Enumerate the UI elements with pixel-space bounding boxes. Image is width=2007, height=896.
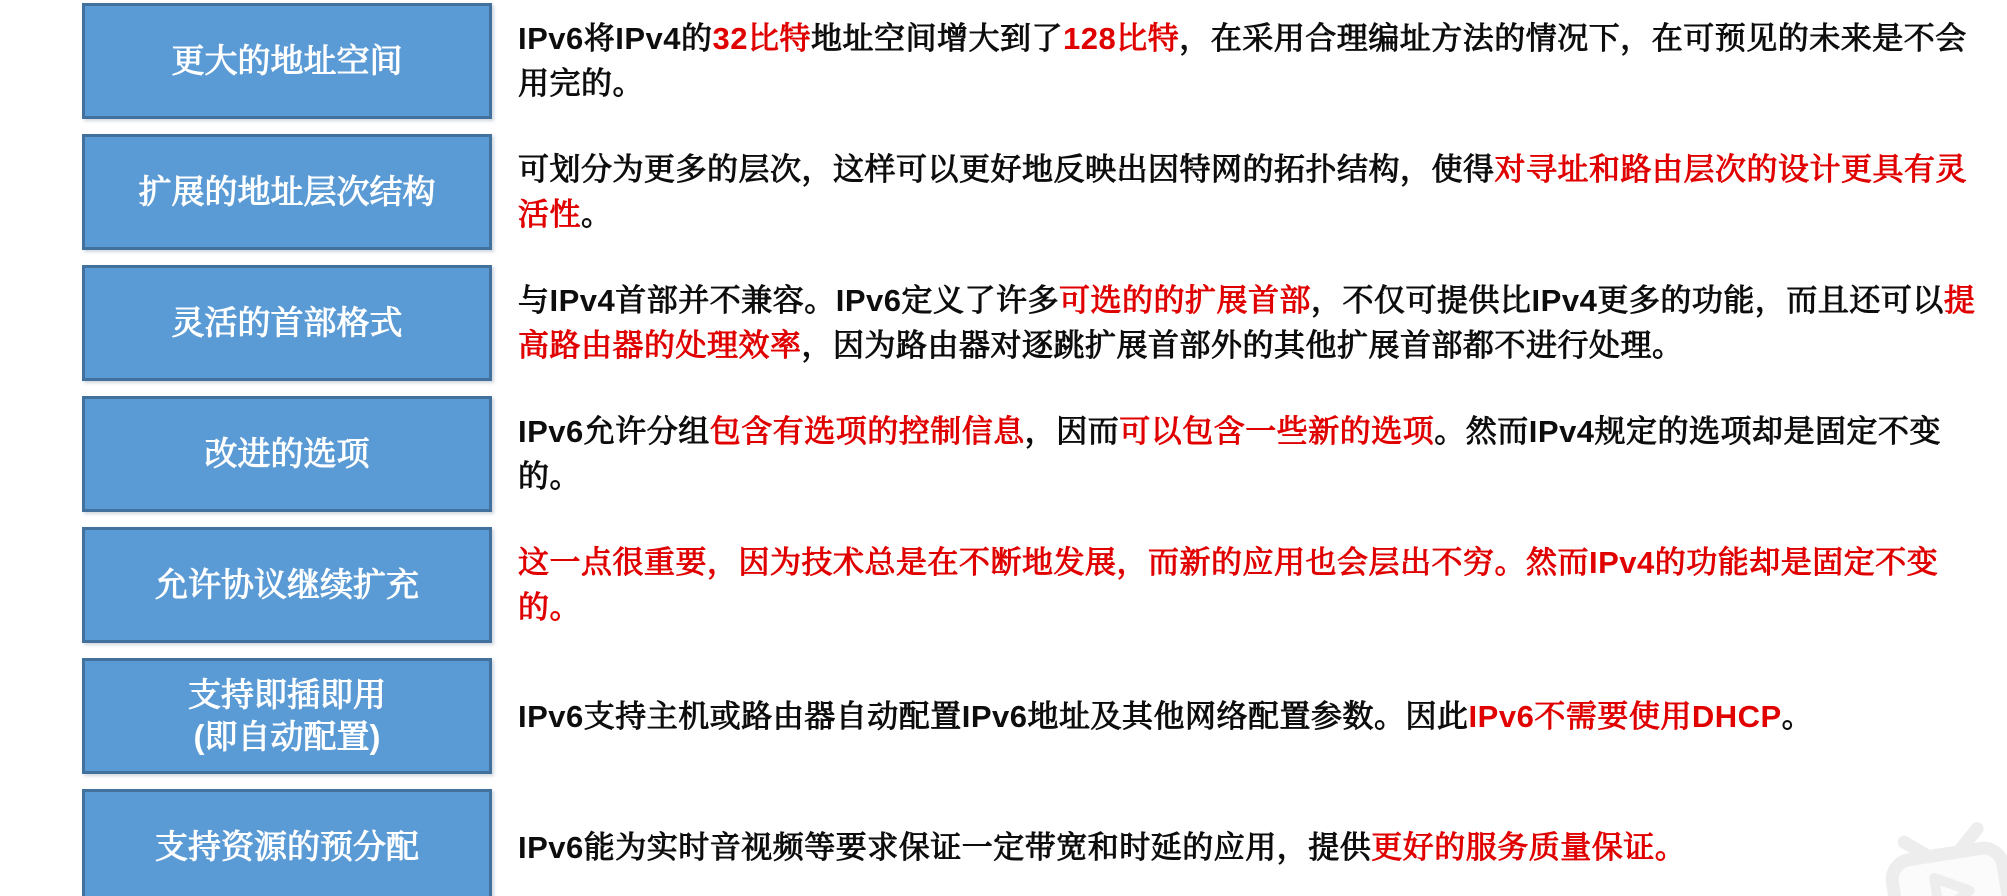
text-segment: 。: [581, 197, 613, 232]
feature-label-line: 改进的选项: [204, 434, 370, 472]
feature-label-box: [82, 3, 492, 119]
feature-label-line: (即自动配置): [193, 718, 381, 755]
highlighted-text-segment: 更好的服务质量保证。: [1371, 829, 1687, 865]
highlighted-text-segment: 128比特: [1063, 21, 1180, 56]
text-segment: ，因为路由器对逐跳扩展首部外的其他扩展首部都不进行处理。: [801, 328, 1684, 363]
feature-label-box: [82, 396, 492, 512]
feature-label-box: [82, 527, 492, 643]
feature-row: [82, 265, 2007, 381]
highlighted-text-segment: 可选的的扩展首部: [1059, 283, 1312, 318]
highlighted-text-segment: 包含有选项的控制信息: [709, 414, 1025, 449]
highlighted-text-segment: IPv6不需要使用DHCP: [1468, 698, 1782, 734]
text-segment: IPv6能为实时音视频等要求保证一定带宽和时延的应用，提供: [518, 829, 1372, 865]
feature-label-line: 更大的地址空间: [171, 41, 403, 79]
text-segment: ，不仅可提供比IPv4更多的功能，而且还可以: [1311, 283, 1944, 318]
feature-description: [518, 694, 1998, 739]
feature-row: [82, 789, 2007, 896]
text-segment: 。: [1781, 698, 1814, 734]
feature-row: [82, 658, 2007, 774]
text-segment: 与IPv4首部并不兼容。IPv6定义了许多: [518, 283, 1060, 318]
text-segment: IPv6允许分组: [518, 414, 710, 449]
feature-row: [82, 134, 2007, 250]
text-segment: 。然而IPv4规定的选项却是固定不变的。: [518, 414, 1942, 494]
feature-label-box: [82, 265, 492, 381]
highlighted-text-segment: 32比特: [712, 21, 812, 56]
highlighted-text-segment: 可以包含一些新的选项: [1119, 414, 1435, 449]
feature-label-line: 支持资源的预分配: [155, 827, 419, 865]
feature-description: [518, 16, 1998, 106]
feature-label-line: 允许协议继续扩充: [155, 565, 419, 603]
text-segment: 地址空间增大到了: [811, 21, 1064, 56]
feature-label-line: 扩展的地址层次结构: [138, 172, 436, 210]
highlighted-text-segment: 对寻址和路由层次的设计更具有灵活性: [518, 152, 1967, 232]
feature-description: [518, 540, 1998, 630]
feature-row: [82, 396, 2007, 512]
text-segment: ，因而: [1024, 414, 1120, 449]
feature-description: [518, 278, 1998, 368]
feature-label-box: [82, 789, 492, 896]
text-segment: IPv6将IPv4的: [518, 21, 713, 56]
highlighted-text-segment: 这一点很重要，因为技术总是在不断地发展，而新的应用也会层出不穷。然而IPv4的功能却是固定不变的。: [518, 545, 1939, 625]
text-segment: 可划分为更多的层次，这样可以更好地反映出因特网的拓扑结构，使得: [518, 152, 1495, 187]
text-segment: ，在采用合理编址方法的情况下，在可预见的未来是不会用完的。: [518, 21, 1967, 101]
feature-row: [82, 3, 2007, 119]
feature-description: [518, 147, 1998, 237]
feature-label-line: 灵活的首部格式: [171, 303, 403, 341]
feature-label-box: [82, 658, 492, 774]
feature-description: [518, 409, 1998, 499]
feature-row: [82, 527, 2007, 643]
feature-label-line: 支持即插即用: [188, 675, 386, 713]
text-segment: IPv6支持主机或路由器自动配置IPv6地址及其他网络配置参数。因此: [518, 698, 1469, 734]
feature-description: [518, 825, 1998, 870]
feature-table: [82, 3, 2007, 896]
feature-label-box: [82, 134, 492, 250]
highlighted-text-segment: 提高路由器的处理效率: [518, 283, 1976, 363]
